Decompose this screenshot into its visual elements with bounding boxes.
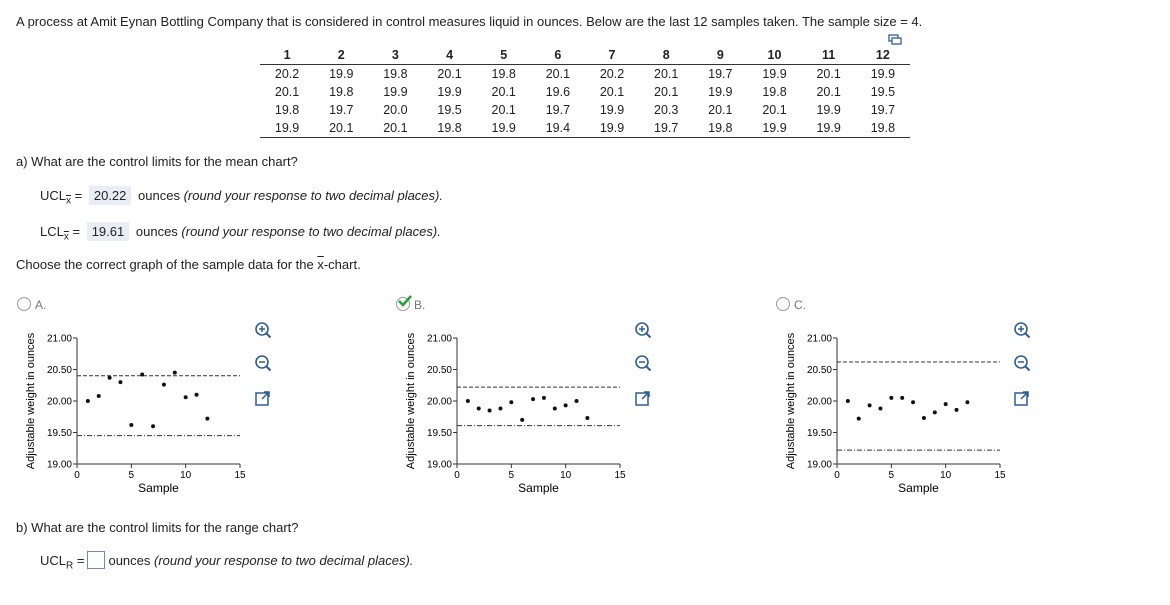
chart-a [20,318,255,500]
choose-x: $\overline{x}$ [317,257,324,272]
data-point [173,371,177,375]
x-tick-label: 10 [940,470,952,481]
choose-text: Choose the correct graph of the sample data for the [16,257,318,272]
equals-sign: = [74,188,83,203]
table-cell: 19.9 [260,119,314,138]
lcl-answer-box[interactable]: 19.61 [87,222,130,241]
expand-icon[interactable] [1013,389,1031,407]
table-cell: 20.1 [816,67,841,81]
table-cell: 20.1 [491,103,516,117]
table-row [260,119,910,138]
table-cell: 20.1 [762,103,787,117]
table-cell: 19.5 [437,103,462,117]
y-tick-label: 19.00 [426,459,452,471]
ucl-answer-box[interactable]: 20.22 [89,186,132,205]
option-b-label: B. [414,298,426,312]
data-point [129,423,133,427]
data-point [553,407,557,411]
y-tick-label: 19.50 [426,428,452,439]
table-cell: 19.8 [762,85,787,99]
data-point [477,407,481,411]
table-header-row [260,46,910,65]
table-cell: 20.1 [274,85,300,99]
copy-icon[interactable] [888,34,902,46]
x-tick-label: 0 [74,470,80,481]
data-point [466,399,470,403]
choose-text-after: -chart. [323,257,361,272]
y-tick-label: 21.00 [46,333,72,345]
round-note: (round your response to two decimal places). [181,224,441,239]
data-point [542,396,546,400]
table-cell: 19.8 [491,67,516,81]
data-point [944,402,948,406]
table-cell: 20.2 [599,67,625,81]
x-tick-label: 0 [454,470,460,481]
radio-b[interactable] [396,297,410,311]
table-cell: 19.9 [747,119,801,138]
units-label: ounces [108,553,151,568]
y-tick-label: 19.00 [806,459,832,471]
table-cell: 20.1 [491,85,516,99]
chart-b [400,318,635,500]
option-b[interactable] [396,297,425,312]
x-tick-label: 15 [234,470,246,481]
data-point [922,416,926,420]
data-point [195,393,199,397]
data-point [108,376,112,380]
data-point [585,416,589,420]
data-point [846,399,850,403]
table-cell: 20.1 [654,67,679,81]
ucl-mean-line [40,186,443,207]
uclr-answer-input[interactable] [87,551,105,569]
y-tick-label: 19.00 [46,459,72,471]
column-header: 2 [314,46,368,65]
y-tick-label: 20.00 [426,396,452,408]
column-header: 7 [585,46,639,65]
part-b-question: b) What are the control limits for the range chart? [16,520,299,535]
option-c[interactable] [776,297,806,312]
zoom-out-icon[interactable] [1013,354,1031,372]
table-cell: 19.9 [708,85,733,99]
data-point [162,383,166,387]
option-c-label: C. [794,298,806,312]
y-tick-label: 20.50 [806,365,832,376]
table-cell: 20.2 [274,67,300,81]
zoom-in-icon[interactable] [254,321,272,339]
y-tick-label: 20.50 [46,365,72,376]
x-axis-label: Sample [518,481,559,495]
option-a[interactable] [17,297,46,312]
data-point [509,400,513,404]
column-header: 10 [747,46,801,65]
ucl-label: UCL [40,188,67,203]
table-cell: 19.9 [329,67,354,81]
table-cell: 19.8 [422,119,476,138]
table-cell: 20.1 [545,67,571,81]
table-cell: 19.7 [870,103,896,117]
data-point [118,380,122,384]
table-cell: 19.9 [802,119,856,138]
lcl-sub-x: x [63,231,69,243]
ucl-sub-x: x [66,195,72,207]
data-point [564,403,568,407]
column-header: 12 [856,46,910,65]
y-axis-label: Adjustable weight in ounces [405,332,417,470]
table-cell: 19.9 [762,67,787,81]
column-header: 4 [422,46,476,65]
data-point [955,408,959,412]
x-tick-label: 0 [834,470,840,481]
data-point [184,395,188,399]
units-label: ounces [138,188,180,203]
table-cell: 20.1 [599,85,625,99]
zoom-in-icon[interactable] [1013,321,1031,339]
y-tick-label: 21.00 [426,333,452,345]
table-cell: 20.1 [816,85,841,99]
lcl-label: LCL [40,224,64,239]
data-point [575,399,579,403]
y-tick-label: 19.50 [46,428,72,439]
data-point [140,373,144,377]
round-note: (round your response to two decimal places). [154,553,414,568]
round-note: (round your response to two decimal places). [183,188,443,203]
ucl-range-line [40,551,413,572]
check-icon [397,294,413,308]
data-point [889,396,893,400]
option-a-label: A. [35,298,47,312]
equals-sign: = [72,224,81,239]
data-point [868,403,872,407]
y-tick-label: 20.00 [806,396,832,408]
table-cell: 19.9 [870,67,896,81]
table-cell: 19.8 [383,67,408,81]
table-cell: 19.7 [329,103,354,117]
radio-a[interactable] [17,297,31,311]
table-cell: 19.8 [693,119,747,138]
data-point [857,417,861,421]
column-header: 9 [693,46,747,65]
x-tick-label: 15 [614,470,626,481]
expand-icon[interactable] [254,389,272,407]
x-tick-label: 5 [888,470,895,481]
y-tick-label: 19.50 [806,428,832,439]
table-cell: 19.9 [383,85,408,99]
table-cell: 20.1 [654,85,679,99]
y-axis-label: Adjustable weight in ounces [25,332,37,470]
data-point [151,424,155,428]
table-cell: 19.8 [274,103,300,117]
zoom-in-icon[interactable] [634,321,652,339]
table-row [260,83,910,101]
table-cell: 19.7 [545,103,571,117]
radio-c[interactable] [776,297,790,311]
table-row [260,65,910,84]
x-tick-label: 15 [994,470,1006,481]
chart-c [780,318,1015,500]
data-point [933,410,937,414]
table-cell: 19.9 [585,119,639,138]
table-cell: 20.1 [314,119,368,138]
data-point [911,400,915,404]
choose-graph-prompt [16,257,361,272]
x-tick-label: 5 [508,470,515,481]
table-cell: 19.7 [639,119,693,138]
data-point [498,407,502,411]
sample-table [260,46,910,138]
table-cell: 19.8 [856,119,910,138]
zoom-out-icon[interactable] [634,354,652,372]
y-axis-label: Adjustable weight in ounces [785,332,797,470]
zoom-out-icon[interactable] [254,354,272,372]
x-axis-label: Sample [898,481,939,495]
table-cell: 19.9 [599,103,625,117]
data-point [965,400,969,404]
table-cell: 20.1 [437,67,462,81]
data-point [900,396,904,400]
table-row [260,101,910,119]
y-tick-label: 21.00 [806,333,832,345]
table-cell: 19.4 [531,119,585,138]
table-cell: 19.8 [329,85,354,99]
table-cell: 20.0 [383,103,408,117]
table-cell: 19.7 [708,67,733,81]
table-cell: 19.5 [870,85,896,99]
table-cell: 20.1 [368,119,422,138]
uclr-sub: R [66,560,74,572]
column-header: 11 [802,46,856,65]
table-cell: 19.9 [437,85,462,99]
y-tick-label: 20.50 [426,365,452,376]
expand-icon[interactable] [634,389,652,407]
data-point [488,408,492,412]
uclr-label: UCL [40,553,67,568]
data-point [97,394,101,398]
x-axis-label: Sample [138,481,179,495]
column-header: 3 [368,46,422,65]
table-cell: 20.3 [654,103,679,117]
table-cell: 20.1 [708,103,733,117]
data-point [878,407,882,411]
x-tick-label: 5 [128,470,135,481]
lcl-mean-line [40,222,441,243]
data-point [531,397,535,401]
column-header: 6 [531,46,585,65]
column-header: 5 [477,46,531,65]
equals-sign: = [76,553,85,568]
column-header: 1 [260,46,314,65]
problem-intro: A process at Amit Eynan Bottling Company that is considered in control measures liquid in ounces. Below are the last 12 samples taken. The sample size = 4. [16,14,923,29]
data-point [86,399,90,403]
units-label: ounces [135,224,178,239]
part-a-question: a) What are the control limits for the mean chart? [16,154,298,169]
column-header: 8 [639,46,693,65]
table-cell: 19.9 [816,103,841,117]
data-point [205,417,209,421]
x-tick-label: 10 [560,470,572,481]
x-tick-label: 10 [180,470,192,481]
table-cell: 19.9 [477,119,531,138]
data-point [520,418,524,422]
y-tick-label: 20.00 [46,396,72,408]
table-cell: 19.6 [545,85,571,99]
